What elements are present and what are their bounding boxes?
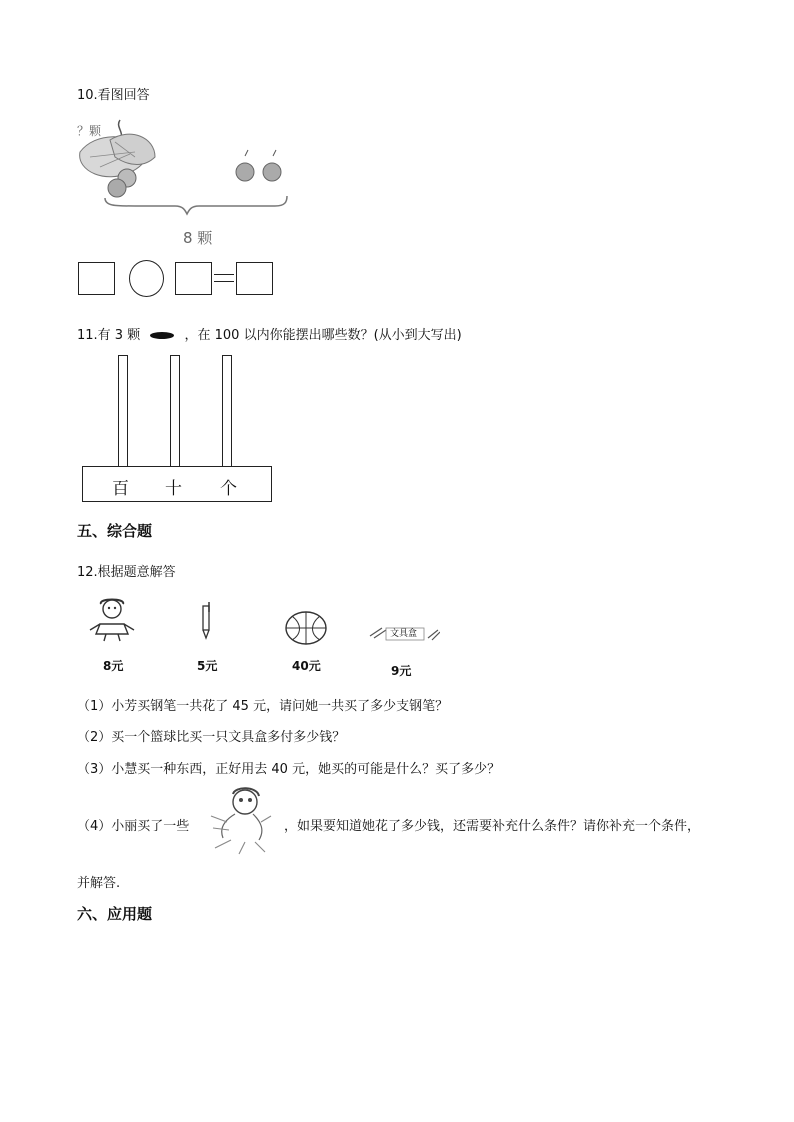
answer-box-3[interactable] [236, 262, 273, 295]
q12-sub4-end: 并解答. [77, 876, 121, 891]
q12-title: 12.根据题意解答 [77, 565, 176, 580]
place-ones: 个 [220, 479, 237, 499]
grape-stem-2 [273, 150, 276, 156]
brace [105, 196, 287, 214]
price-doll: 8元 [103, 659, 124, 673]
place-hundreds: 百 [112, 479, 129, 499]
section-6-title: 六、应用题 [77, 905, 153, 923]
place-tens: 十 [165, 479, 182, 499]
answer-box-2[interactable] [175, 262, 212, 295]
pencil-case-icon [368, 624, 440, 642]
abacus-rod-ones [222, 355, 232, 467]
pencil-case-label: 文具盒 [390, 629, 418, 639]
grape-visible-1 [236, 163, 254, 181]
section-5-title: 五、综合题 [77, 522, 153, 540]
bead-icon [150, 332, 174, 339]
operator-circle[interactable] [129, 260, 164, 297]
q10-title: 10.看图回答 [77, 88, 150, 103]
q12-sub1: （1）小芳买钢笔一共花了 45 元，请问她一共买了多少支钢笔？ [77, 699, 449, 714]
abacus [82, 355, 272, 503]
price-pen: 5元 [197, 659, 218, 673]
q11-title [77, 324, 462, 343]
q10-figure [75, 112, 295, 252]
unknown-count-label: ？颗 [77, 124, 102, 138]
basketball-icon [284, 610, 328, 646]
abacus-rod-hundreds [118, 355, 128, 467]
q12-sub4-rest: ，如果要知道她花了多少钱，还需要补充什么条件？请你补充一个条件， [284, 819, 701, 834]
q12-sub3: （3）小慧买一种东西，正好用去 40 元，她买的可能是什么？买了多少？ [77, 762, 501, 777]
abacus-base [82, 466, 272, 502]
total-count-label: 8 颗 [183, 229, 213, 247]
doll-icon [88, 596, 138, 642]
grape-stem-1 [245, 150, 248, 156]
grape-visible-2 [263, 163, 281, 181]
grape-hidden-2 [108, 179, 126, 197]
pen-icon [198, 600, 214, 640]
doll-sketch-icon [205, 786, 273, 856]
equals-sign [214, 274, 234, 282]
q11-title-rest: ，在 100 以内你能摆出哪些数？(从小到大写出) [184, 328, 462, 343]
q12-sub2: （2）买一个篮球比买一只文具盒多付多少钱？ [77, 730, 346, 745]
q11-title-start: 11.有 3 颗 [77, 328, 141, 343]
price-pencil-case: 9元 [391, 664, 412, 678]
price-basketball: 40元 [292, 659, 321, 673]
answer-box-1[interactable] [78, 262, 115, 295]
q12-sub4-start: （4）小丽买了一些 [77, 819, 190, 834]
abacus-rod-tens [170, 355, 180, 467]
